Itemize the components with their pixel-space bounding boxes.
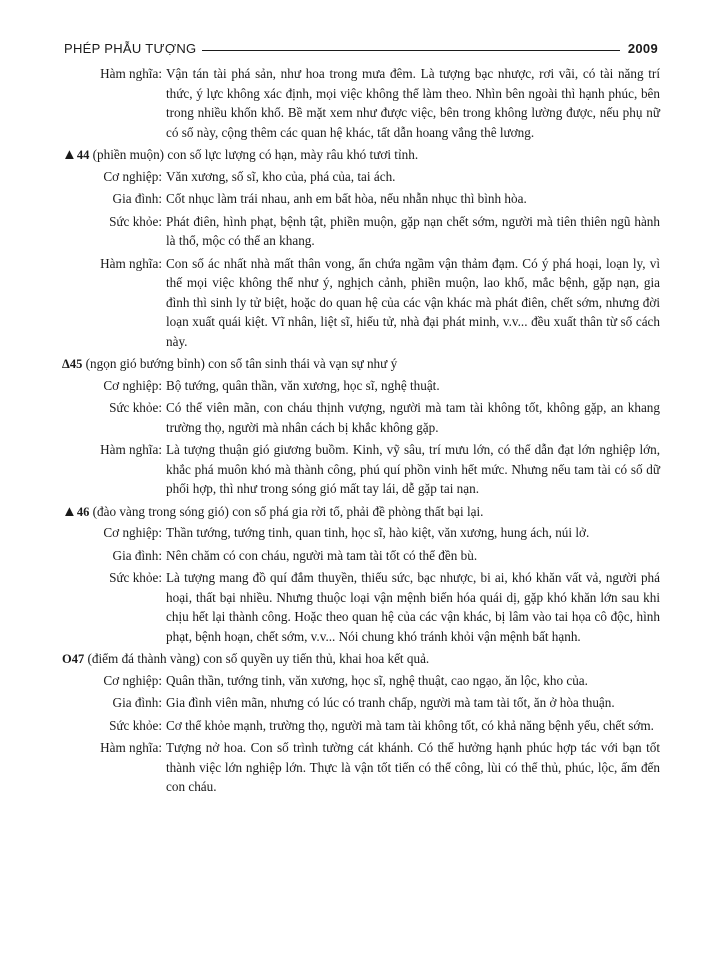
row-label: Sức khỏe: (109, 570, 162, 585)
entry-row (62, 212, 660, 251)
entry-row (62, 523, 660, 543)
entry-row (62, 167, 660, 187)
row-text: Cốt nhục làm trái nhau, anh em bất hòa, nếu nhẫn nhục thì bình hòa. (166, 191, 527, 206)
row-label: Cơ nghiệp: (103, 525, 162, 540)
entry-number: Δ45 (62, 357, 83, 371)
row-text: Gia đình viên mãn, nhưng có lúc có tranh chấp, người mà tam tài tốt, ăn ở hòa thuận. (166, 695, 615, 710)
entry-number: 46 (76, 504, 90, 519)
entry-title-text: (điểm đá thành vàng) con số quyền uy tiến thủ, khai hoa kết quả. (84, 651, 430, 666)
entry-row (62, 254, 660, 352)
entry-title-text: (ngọn gió bướng bỉnh) con số tân sinh thái và vạn sự như ý (82, 356, 398, 371)
row-text: Phát điên, hình phạt, bệnh tật, phiền muộn, gặp nạn chết sớm, người mà tiên thiên ngũ hành là thổ, mộc có thể an khang. (166, 213, 660, 248)
entry-row (62, 376, 660, 396)
row-label: Gia đình: (112, 191, 162, 206)
row-label: Cơ nghiệp: (103, 377, 162, 393)
entry-number: 44 (76, 148, 90, 162)
row-label: Sức khỏe: (109, 400, 162, 415)
page-content (62, 64, 660, 800)
row-label: Hàm nghĩa: (100, 442, 162, 457)
row-label: Cơ nghiệp: (103, 672, 162, 688)
row-text: Văn xương, số sĩ, kho của, phá của, tai ách. (166, 168, 396, 184)
row-label: Hàm nghĩa: (100, 740, 162, 755)
row-text: Con số ác nhất nhà mất thân vong, ẩn chứa ngầm vận thảm đạm. Có ý phá hoại, loạn ly, vì thế mọi việc không thể như ý, nghịch cảnh, phiền muộn, lao khổ, mắc bệnh, gặp nạn, gia đình thì sinh ly tử biệt, hoặc do quan hệ của các vận khác mà phát điên, chết sớm, nhưng đời loạn xuất quái kiệt. Vĩ nhân, liệt sĩ, hiếu tử, nhà đại phát minh, v.v... đều xuất thân từ số cách này. (166, 255, 660, 349)
entry-row (62, 671, 660, 691)
triangle-mark-icon: ▲ (62, 147, 77, 163)
row-text: Nên chăm có con cháu, người mà tam tài tốt có thể đền bù. (166, 547, 478, 563)
entry-title (62, 145, 660, 166)
running-title: PHÉP PHẪU TƯỢNG (64, 41, 197, 56)
triangle-mark-icon: ▲ (62, 503, 77, 520)
page-number: 2009 (627, 41, 658, 56)
row-text: Cơ thể khỏe mạnh, trường thọ, người mà tam tài không tốt, có khả năng bệnh yếu, chết sớm. (166, 717, 654, 733)
entry-title-text: (phiền muộn) con số lực lượng có hạn, mày râu khó tươi tỉnh. (89, 147, 419, 162)
entry-row (62, 568, 660, 646)
entry-row (62, 398, 660, 437)
entry-46 (62, 502, 660, 647)
row-label: Gia đình: (112, 547, 162, 563)
entry-row (62, 546, 660, 566)
row-text: Là tượng mang đồ quí đắm thuyền, thiếu sức, bạc nhược, bi ai, khó khăn vất vả, người phá hoại, thất bại nhiều. Nhưng thuộc loại vận mệnh biến hóa quái dị, gặp khó khăn lớn sau khi chịu hết lại thành công. Hoặc theo quan hệ của các vận khác, bị lâm vào tai họa cô độc, hình phạt, bệnh hoạn, chết sớm, v.v... Nói chung khó tránh khỏi vận mệnh bất hạnh. (166, 570, 660, 644)
row-text: Thần tướng, tướng tinh, quan tinh, học sĩ, hào kiệt, văn xương, hung ách, núi lở. (166, 525, 590, 540)
row-text: Vận tán tài phá sản, như hoa trong mưa đêm. Là tượng bạc nhược, rơi vãi, có tài năng trí thức, ý lực không xác định, mọi việc không thể làm theo. Nhìn bên ngoài thì hạnh phúc, bên trong nhiều khốn khổ. Bề mặt xem như được việc, bên trong không lường được, nếu phụ nữ có số này, cộng thêm các quan hệ khác, tất dẫn hoang vắng thê lương. (166, 66, 660, 140)
row-text: Có thể viên mãn, con cháu thịnh vượng, người mà tam tài không tốt, không gặp, an khang trường thọ, người mà nhân cách bị khắc không gặp. (166, 400, 660, 435)
entry-title (62, 502, 660, 523)
entry-47 (62, 649, 660, 797)
row-label: Gia đình: (112, 695, 162, 710)
row-label: Hàm nghĩa: (100, 255, 162, 271)
entry-row (62, 693, 660, 713)
entry-title-text: (đào vàng trong sóng gió) con số phá gia rời tổ, phải đề phòng thất bại lại. (89, 503, 484, 519)
row-text: Bộ tướng, quân thần, văn xương, học sĩ, nghệ thuật. (166, 377, 440, 393)
entry-title (62, 649, 660, 670)
row-label: Sức khỏe: (109, 213, 162, 229)
row-text: Tượng nở hoa. Con số trình tường cát khánh. Có thể hưởng hạnh phúc hợp tác với bạn tốt thành việc lớn nghiệp lớn. Thực là vận tốt tiến có thể công, lùi có thể thủ, phúc, lộc, ấm đến con cháu. (166, 740, 660, 794)
entry-number: O47 (62, 652, 85, 666)
row-text: Là tượng thuận gió giương buồm. Kinh, vỹ sâu, trí mưu lớn, có thể dẫn đạt lớn nghiệp lớn, khắc phá muôn khó mà thành công, phú quí phồn vinh hết mức. Nhưng nếu tam tài có số dữ phối hợp, thì như trong sóng gió mất tay lái, dễ gặp tai nạn. (166, 442, 660, 496)
entry-45 (62, 354, 660, 499)
row-label: Sức khỏe: (109, 717, 162, 733)
entry-row (62, 189, 660, 209)
entry-row (62, 440, 660, 499)
row-text: Quân thần, tướng tinh, văn xương, học sĩ, nghệ thuật, cao ngạo, ăn lộc, kho của. (166, 672, 588, 688)
entry-title (62, 354, 660, 375)
entry-row (62, 716, 660, 736)
header-rule (202, 50, 619, 51)
entry-row (62, 64, 660, 142)
row-label: Hàm nghĩa: (100, 66, 162, 81)
page-header (64, 36, 658, 56)
row-label: Cơ nghiệp: (103, 168, 162, 184)
entry-43-continued (62, 64, 660, 142)
entry-row (62, 738, 660, 797)
entry-44 (62, 145, 660, 351)
